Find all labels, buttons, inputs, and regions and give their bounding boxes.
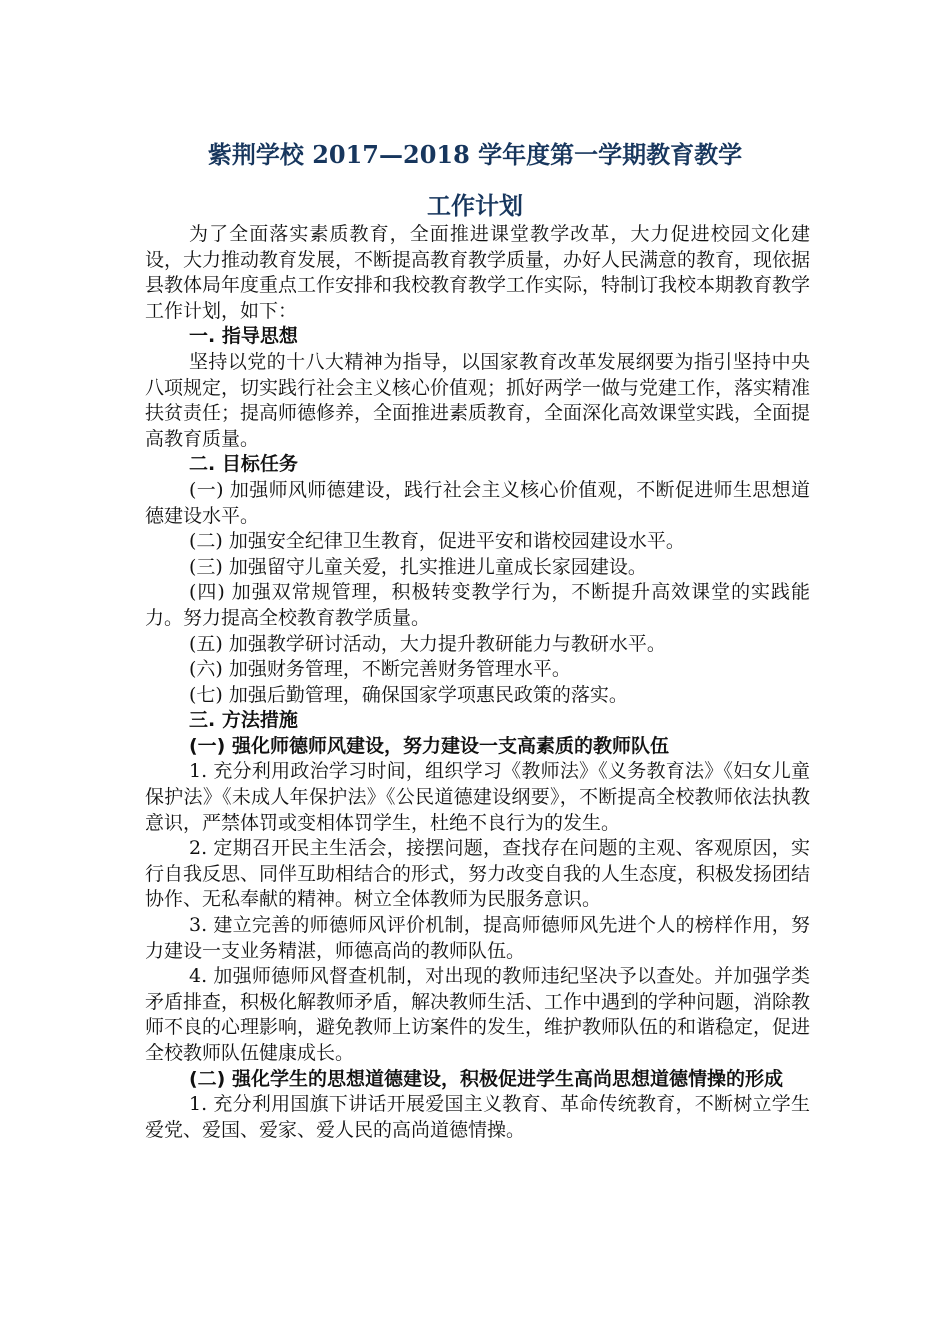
document-title-line-1: 紫荆学校 2017—2018 学年度第一学期教育教学: [207, 140, 743, 169]
body-paragraph: 为了全面落实素质教育，全面推进课堂教学改革，大力促进校园文化建设，大力推动教育发展，不断提高教育教学质量，办好人民满意的教育，现依据县教体局年度重点工作安排和我校教育教学工作实际，特制订我校本期教育教学工作计划，如下：: [145, 223, 811, 322]
section-heading: 二. 目标任务: [189, 453, 298, 476]
body-paragraph: (六) 加强财务管理，不断完善财务管理水平。: [189, 658, 571, 681]
section-heading: 一. 指导思想: [189, 325, 298, 348]
body-paragraph: (五) 加强教学研讨活动，大力提升教研能力与教研水平。: [189, 632, 666, 655]
section-heading: 三. 方法措施: [189, 709, 298, 732]
body-paragraph: 坚持以党的十八大精神为指导，以国家教育改革发展纲要为指引坚持中央八项规定，切实践行社会主义核心价值观；抓好两学一做与党建工作，落实精准扶贫责任；提高师德修养，全面推进素质教育，全面深化高效课堂实践，全面提高教育质量。: [145, 350, 811, 450]
document-body: [145, 222, 810, 1143]
body-paragraph: 2. 定期召开民主生活会，接摆问题，查找存在问题的主观、客观原因，实行自我反思、同伴互助相结合的形式，努力改变自我的人生态度，积极发扬团结协作、无私奉献的精神。树立全体教师为民服务意识。: [145, 837, 811, 911]
body-paragraph: 4. 加强师德师风督查机制，对出现的教师违纪坚决予以查处。并加强学类矛盾排查，积极化解教师矛盾，解决教师生活、工作中遇到的学种问题，消除教师不良的心理影响，避免教师上访案件的发生，维护教师队伍的和谐稳定，促进全校教师队伍健康成长。: [145, 965, 811, 1064]
body-paragraph: (三) 加强留守儿童关爱，扎实推进儿童成长家园建设。: [189, 555, 647, 578]
body-paragraph: 1. 充分利用国旗下讲话开展爱国主义教育、革命传统教育，不断树立学生爱党、爱国、爱家、爱人民的高尚道德情操。: [145, 1093, 810, 1141]
body-paragraph: (四) 加强双常规管理，积极转变教学行为，不断提升高效课堂的实践能力。努力提高全校教育教学质量。: [145, 581, 810, 629]
body-paragraph: (一) 加强师风师德建设，践行社会主义核心价值观，不断促进师生思想道德建设水平。: [145, 478, 810, 527]
document-title-line-2: 工作计划: [427, 191, 523, 220]
body-paragraph: 1. 充分利用政治学习时间，组织学习《教师法》《义务教育法》《妇女儿童保护法》《未成人年保护法》《公民道德建设纲要》，不断提高全校教师依法执教意识，严禁体罚或变相体罚学生，杜绝不良行为的发生。: [145, 760, 810, 834]
body-paragraph: (二) 加强安全纪律卫生教育，促进平安和谐校园建设水平。: [189, 530, 685, 553]
section-heading: (二) 强化学生的思想道德建设，积极促进学生高尚思想道德情操的形成: [189, 1067, 783, 1090]
section-heading: (一) 强化师德师风建设，努力建设一支高素质的教师队伍: [189, 734, 669, 757]
body-paragraph: 3. 建立完善的师德师风评价机制，提高师德师风先进个人的榜样作用，努力建设一支业务精湛，师德高尚的教师队伍。: [145, 914, 810, 962]
body-paragraph: (七) 加强后勤管理，确保国家学项惠民政策的落实。: [189, 683, 628, 706]
